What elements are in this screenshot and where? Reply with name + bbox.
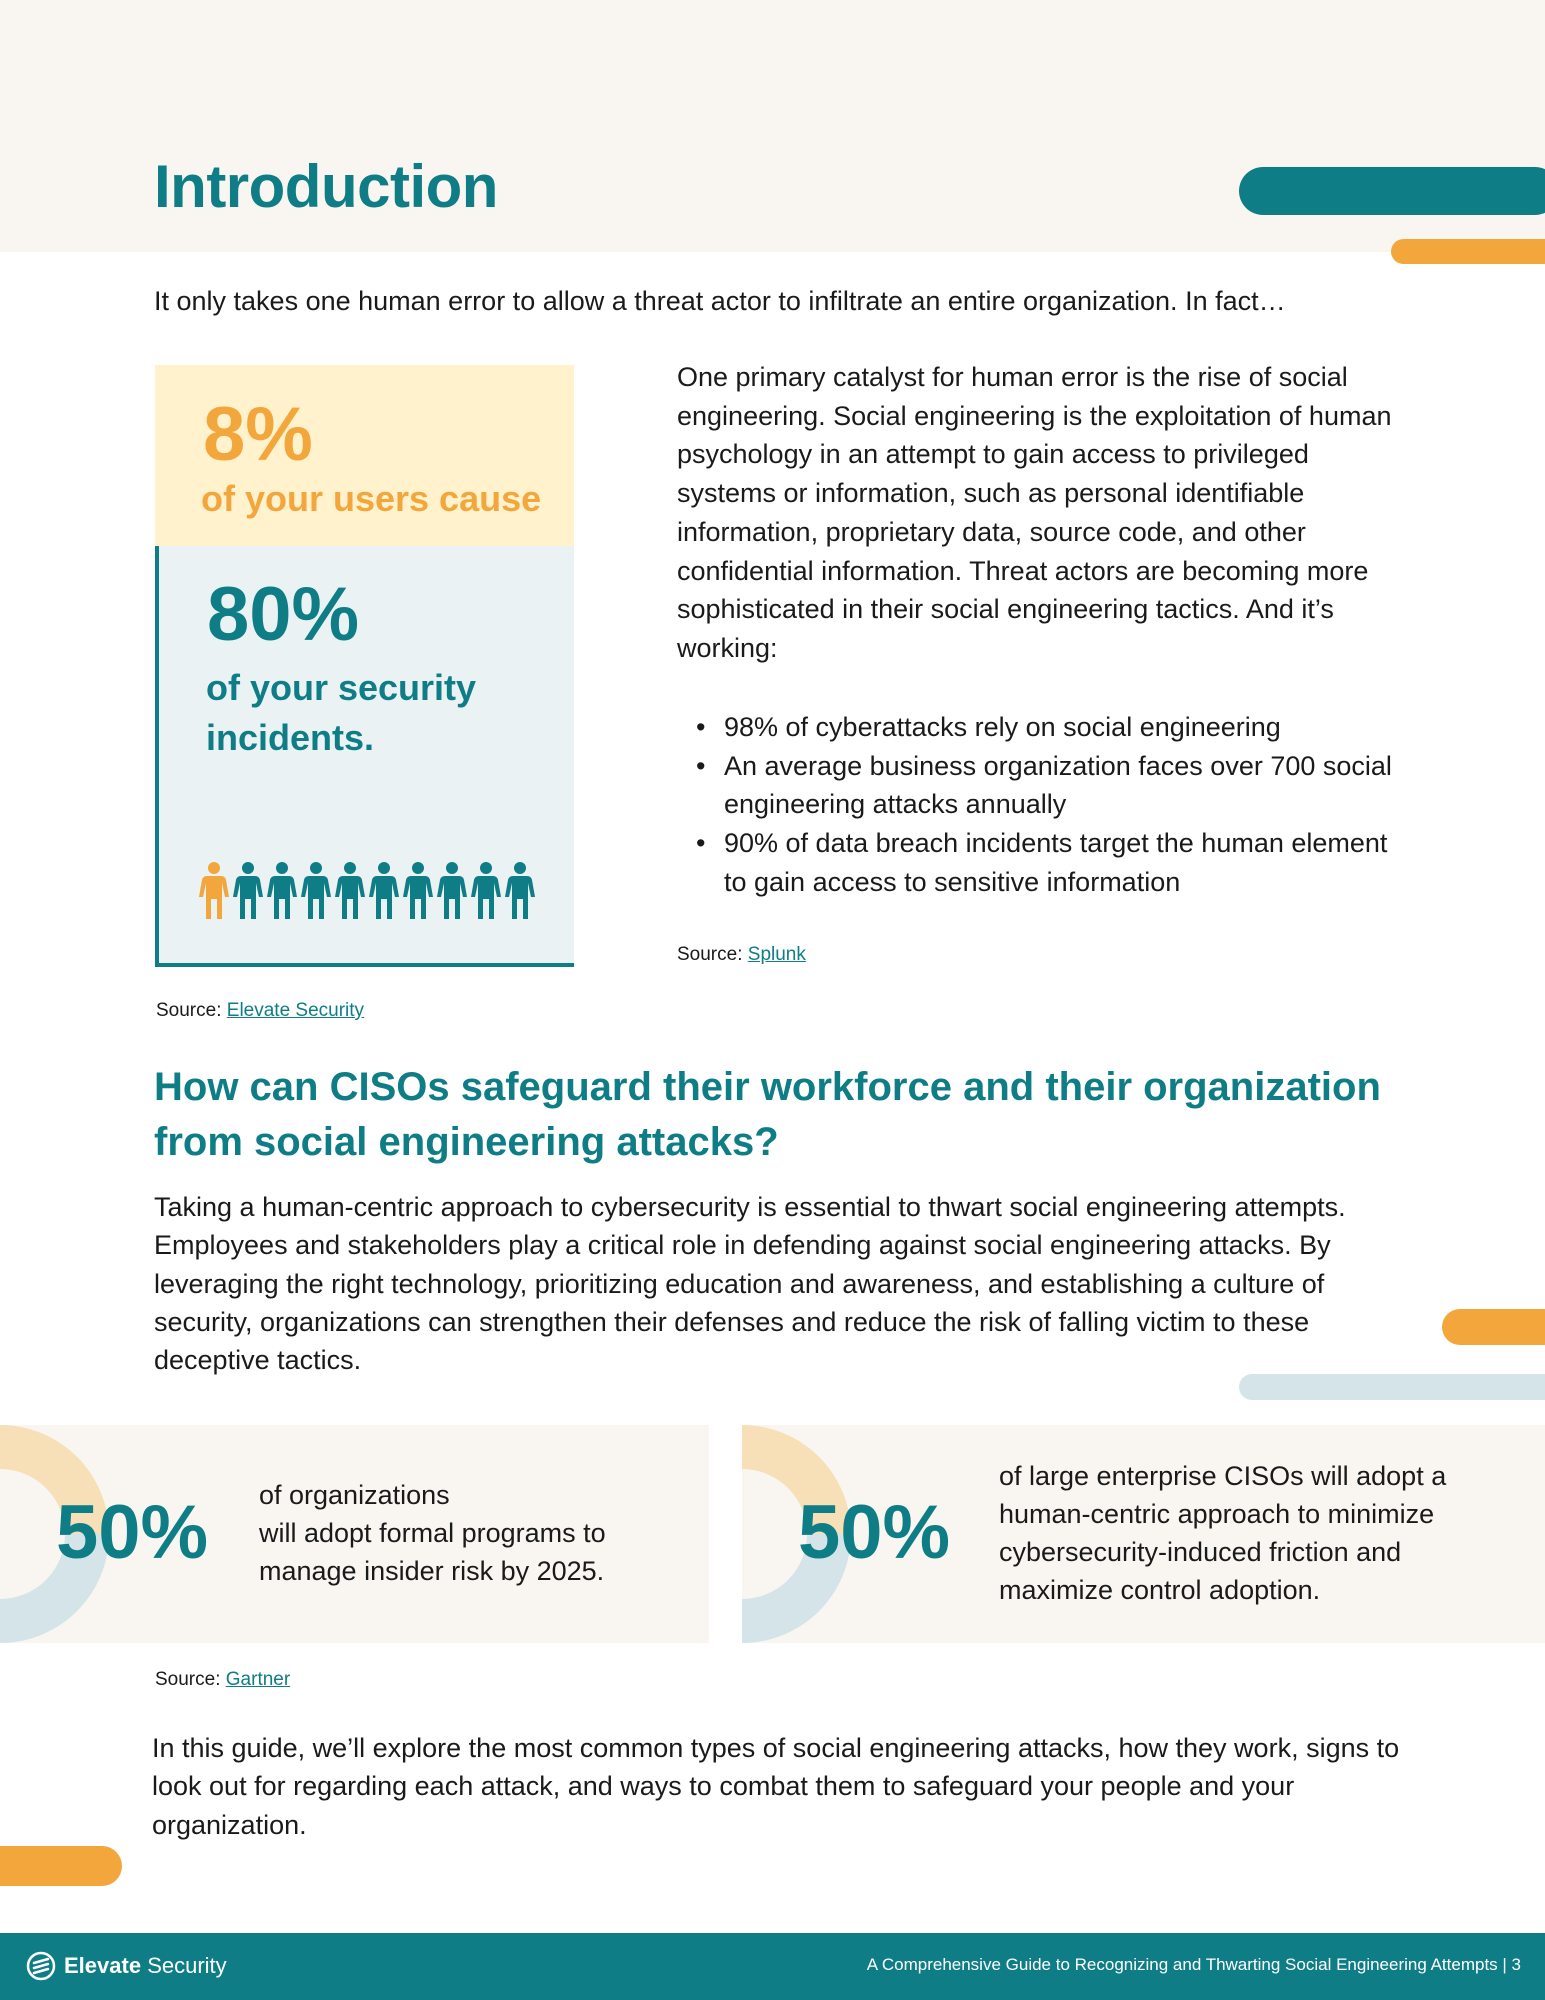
stat-box-bottom [155, 546, 574, 967]
callout-text-line: of large enterprise CISOs will adopt a [999, 1461, 1447, 1491]
decorative-pill-orange [1391, 239, 1545, 264]
stat-percent-incidents: 80% [207, 572, 360, 657]
source-gartner [155, 1669, 290, 1691]
source-label: Source: [156, 1000, 222, 1021]
callout-text-line: of organizations [259, 1480, 450, 1510]
page-title: Introduction [154, 153, 498, 220]
person-icon [299, 861, 333, 921]
person-icon [231, 861, 265, 921]
callout-text [259, 1476, 606, 1590]
footer-logo-light: Security [147, 1953, 227, 1978]
section-paragraph: Taking a human-centric approach to cybersecurity is essential to thwart social engineering attempts. Employees and stakeholders play a critical role in defending against social engineering attacks. By leveraging the right technology, prioritizing education and awareness, and establishing a culture of security, organizations can strengthen their defenses and reduce the risk of falling victim to these deceptive tactics. [154, 1192, 1346, 1376]
list-item: • 98% of cyberattacks rely on social engineering [677, 708, 1397, 747]
person-icon [401, 861, 435, 921]
callout-percent: 50% [56, 1490, 209, 1575]
stat-label-incidents: of your security incidents. [206, 667, 477, 758]
footer-logo [26, 1951, 227, 1981]
decorative-pill-orange [1442, 1309, 1545, 1345]
elevate-logo-icon [26, 1951, 56, 1981]
section-heading: How can CISOs safeguard their workforce and their organization from social engineering attacks? [154, 1065, 1381, 1164]
person-icon [469, 861, 503, 921]
callout-organizations [0, 1425, 709, 1643]
person-icon [367, 861, 401, 921]
intro-line: It only takes one human error to allow a threat actor to infiltrate an entire organization. In fact… [154, 286, 1286, 316]
source-elevate [156, 1000, 364, 1022]
footer-logo-bold: Elevate [64, 1953, 142, 1978]
source-label: Source: [155, 1669, 221, 1690]
source-label: Source: [677, 944, 743, 965]
footer-text: A Comprehensive Guide to Recognizing and Thwarting Social Engineering Attempts | 3 [866, 1955, 1521, 1974]
callout-text-line: will adopt formal programs to [259, 1518, 606, 1548]
callout-text-line: cybersecurity-induced friction and [999, 1537, 1402, 1567]
source-link-elevate-security[interactable]: Elevate Security [226, 1000, 365, 1021]
person-icon [265, 861, 299, 921]
stat-percent-users: 8% [203, 392, 313, 477]
person-icon [503, 861, 537, 921]
person-icon [333, 861, 367, 921]
stat-box [155, 365, 574, 967]
callout-cisos [742, 1425, 1545, 1643]
callout-text-line: manage insider risk by 2025. [259, 1556, 605, 1586]
source-link-splunk[interactable]: Splunk [747, 944, 806, 965]
callout-percent: 50% [798, 1490, 951, 1575]
closing-paragraph: In this guide, we’ll explore the most common types of social engineering attacks, how they work, signs to look out for regarding each attack, and ways to combat them to safeguard your people and your organization. [152, 1733, 1400, 1840]
source-link-gartner[interactable]: Gartner [225, 1669, 291, 1690]
callout-text-line: maximize control adoption. [999, 1575, 1321, 1605]
decorative-pill-teal [1239, 167, 1545, 215]
footer [0, 1933, 1545, 2000]
social-engineering-paragraph: One primary catalyst for human error is the rise of social engineering. Social engineering is the exploitation of human psychology in an attempt to gain access to privileged systems or information, such as personal identifiable information, proprietary data, source code, and other confidential information. Threat actors are becoming more sophisticated in their social engineering tactics. And it’s working: [677, 362, 1392, 663]
list-item: • 90% of data breach incidents target the human element to gain access to sensitive information [677, 824, 1397, 901]
stat-box-top [155, 365, 574, 546]
callout-text [999, 1457, 1446, 1609]
decorative-pill-light-blue [1239, 1374, 1545, 1400]
people-icon-row [197, 861, 537, 921]
person-icon [435, 861, 469, 921]
source-splunk [677, 944, 806, 966]
callout-text-line: human-centric approach to minimize [999, 1499, 1435, 1529]
person-icon-highlighted [197, 861, 231, 921]
list-item: • An average business organization faces over 700 social engineering attacks annually [677, 747, 1397, 824]
decorative-pill-orange [0, 1846, 122, 1886]
stat-label-users: of your users cause [201, 478, 542, 519]
statistics-list [677, 708, 1397, 902]
